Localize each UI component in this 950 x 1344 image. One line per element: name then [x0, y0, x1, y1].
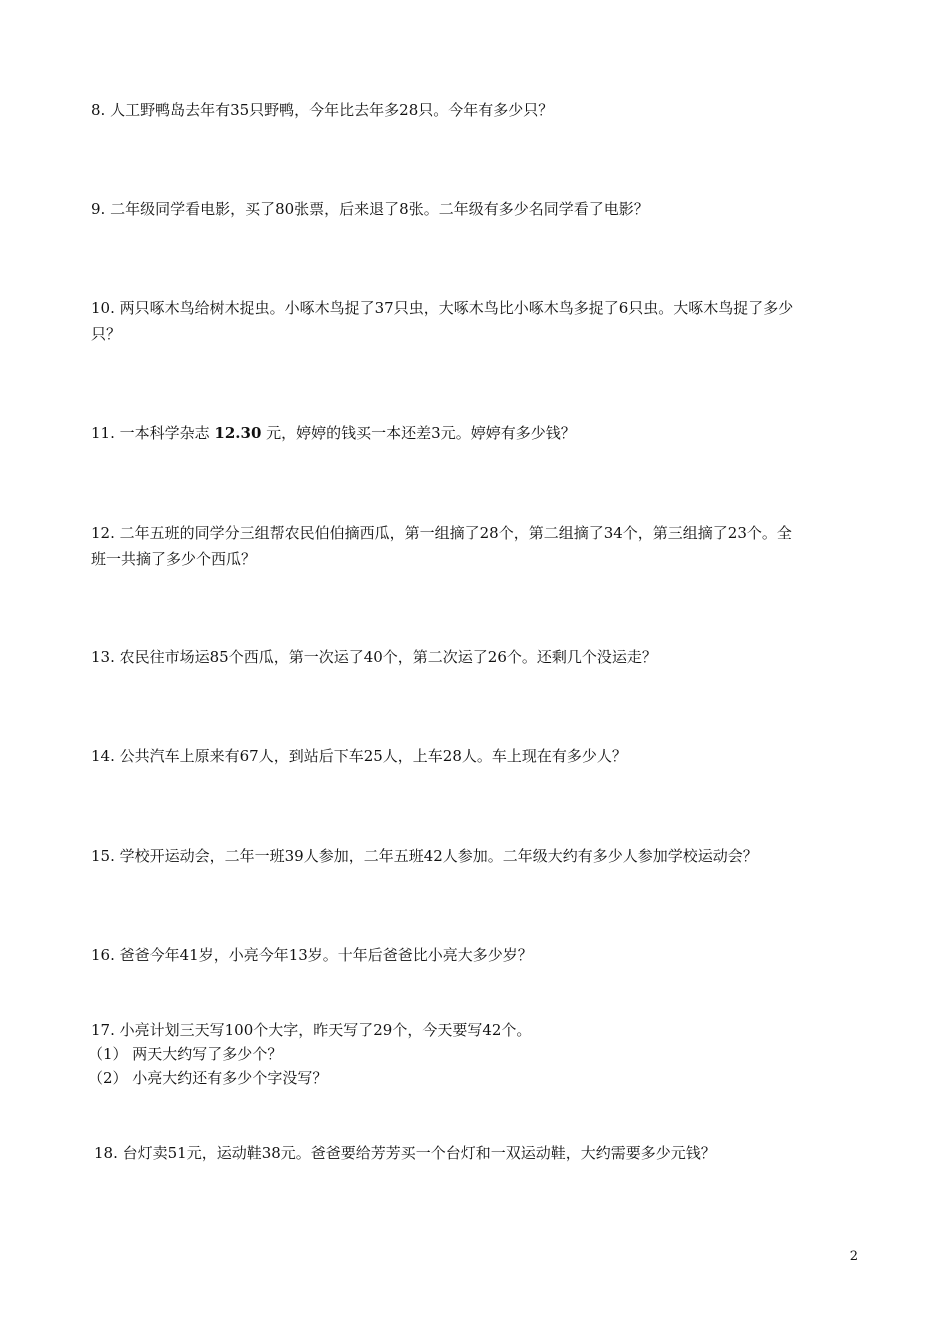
question-12: 12. 二年五班的同学分三组帮农民伯伯摘西瓜，第一组摘了28个，第二组摘了34个，第三组摘了23个。全 [91, 524, 792, 542]
question-11-price: 12.30 [214, 424, 262, 442]
page-number: 2 [849, 1249, 858, 1264]
question-14: 14. 公共汽车上原来有67人，到站后下车25人，上车28人。车上现在有多少人？ [91, 747, 627, 765]
question-9: 9. 二年级同学看电影，买了80张票，后来退了8张。二年级有多少名同学看了电影？ [91, 200, 649, 218]
question-17: 17. 小亮计划三天写100个大字，昨天写了29个，今天要写42个。 [91, 1021, 532, 1039]
question-8: 8. 人工野鸭岛去年有35只野鸭，今年比去年多28只。今年有多少只？ [91, 101, 554, 119]
question-15: 15. 学校开运动会，二年一班39人参加，二年五班42人参加。二年级大约有多少人参加学校运动会？ [91, 847, 758, 865]
question-13: 13. 农民往市场运85个西瓜，第一次运了40个，第二次运了26个。还剩几个没运走？ [91, 648, 657, 666]
question-11-suffix: 元，婷婷的钱买一本还差3元。婷婷有多少钱？ [261, 424, 576, 442]
question-16: 16. 爸爸今年41岁，小亮今年13岁。十年后爸爸比小亮大多少岁？ [91, 946, 533, 964]
question-12-continuation: 班一共摘了多少个西瓜？ [91, 550, 257, 568]
question-10-continuation: 只？ [91, 325, 122, 343]
question-17-part-1: （1） 两天大约写了多少个？ [88, 1045, 283, 1063]
question-17-part-2: （2） 小亮大约还有多少个字没写？ [88, 1069, 328, 1087]
question-11 [91, 420, 861, 446]
question-10: 10. 两只啄木鸟给树木捉虫。小啄木鸟捉了37只虫，大啄木鸟比小啄木鸟多捉了6只虫。大啄木鸟捉了多少 [91, 299, 794, 317]
question-11-prefix: 11. 一本科学杂志 [91, 424, 215, 442]
question-18: 18. 台灯卖51元，运动鞋38元。爸爸要给芳芳买一个台灯和一双运动鞋，大约需要多少元钱？ [94, 1144, 716, 1162]
